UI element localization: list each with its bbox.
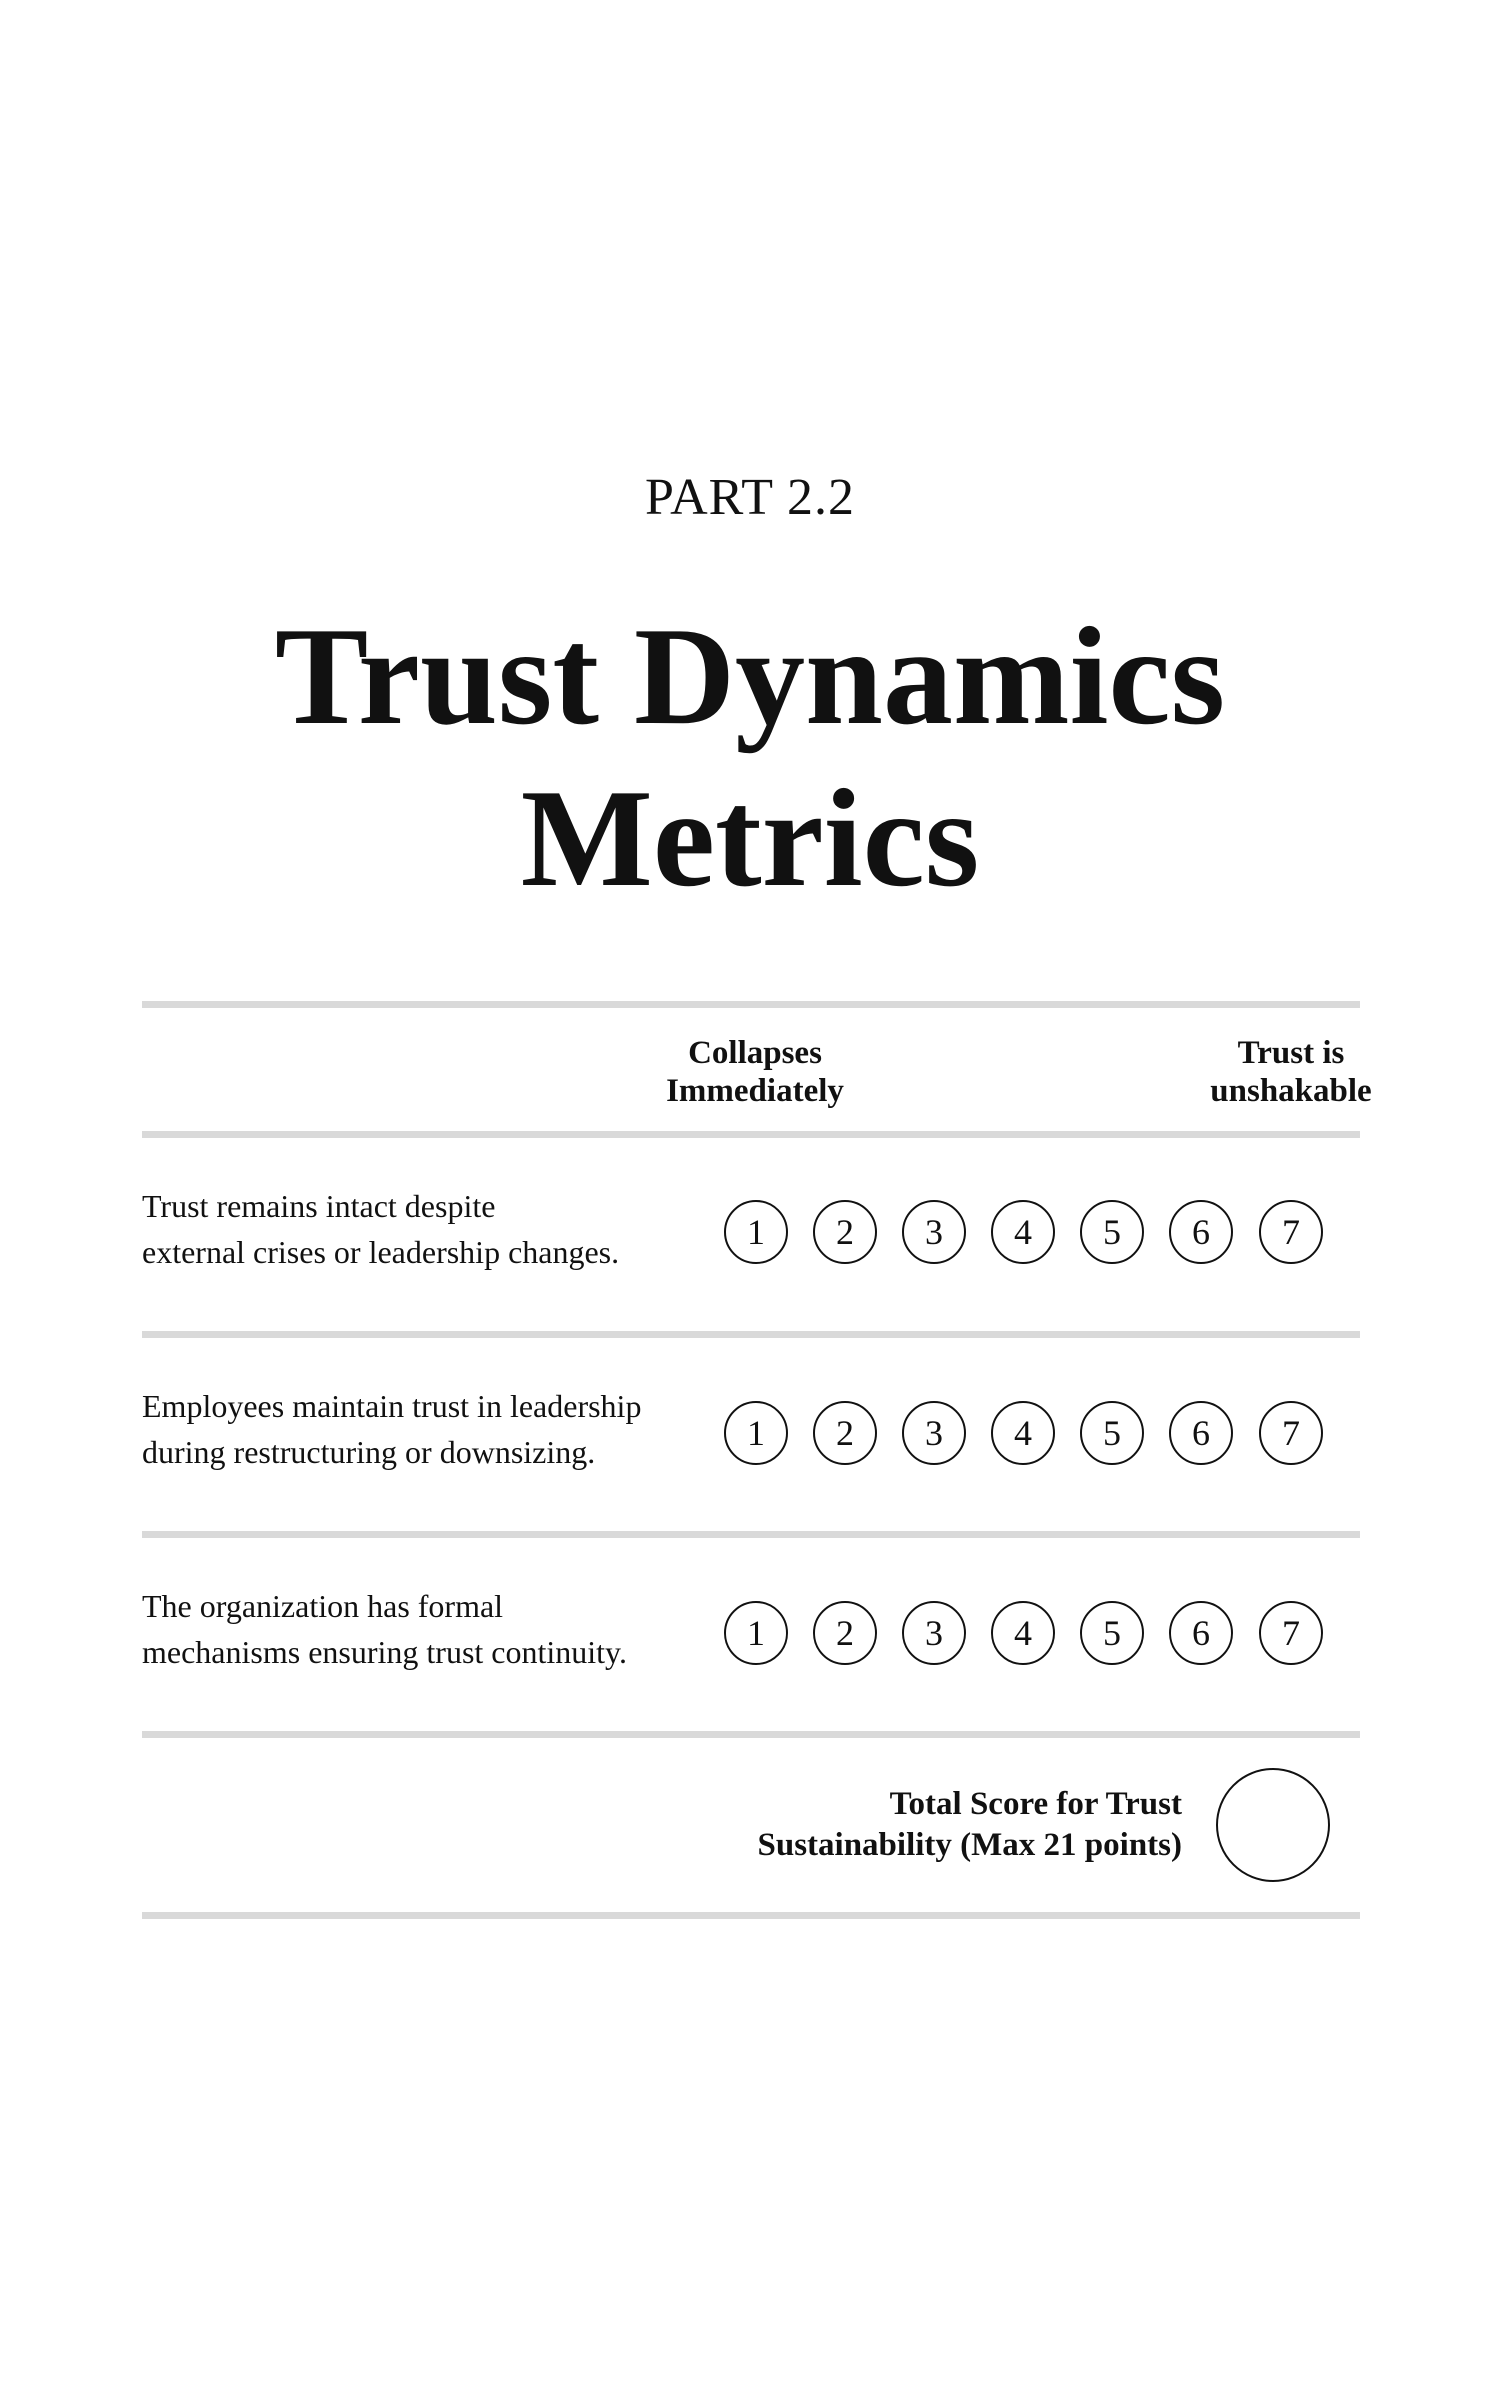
- rating-option-5[interactable]: 5: [1080, 1200, 1144, 1264]
- rating-option-2[interactable]: 2: [813, 1601, 877, 1665]
- divider: [142, 1131, 1360, 1138]
- rating-option-6[interactable]: 6: [1169, 1401, 1233, 1465]
- divider: [142, 1331, 1360, 1338]
- question-line: Employees maintain trust in leadership: [142, 1388, 642, 1424]
- rating-option-1[interactable]: 1: [724, 1401, 788, 1465]
- title-line-1: Trust Dynamics: [274, 599, 1226, 754]
- page-label: PART 2.2: [644, 469, 856, 526]
- rating-option-3[interactable]: 3: [902, 1601, 966, 1665]
- page-title: [0, 596, 1500, 920]
- rating-options: [724, 1601, 1324, 1667]
- question-line: external crises or leadership changes.: [142, 1234, 620, 1270]
- question-text: [142, 1583, 702, 1675]
- total-score-label: [620, 1784, 1182, 1866]
- rating-options: [724, 1200, 1324, 1266]
- total-score-line: Sustainability (Max 21 points): [757, 1827, 1182, 1863]
- scale-low-label: Collapses Immediately: [666, 1035, 844, 1109]
- rating-option-3[interactable]: 3: [902, 1401, 966, 1465]
- title-line-2: Metrics: [520, 761, 980, 916]
- rating-option-1[interactable]: 1: [724, 1200, 788, 1264]
- rating-option-1[interactable]: 1: [724, 1601, 788, 1665]
- divider: [142, 1731, 1360, 1738]
- question-text: [142, 1183, 702, 1275]
- rating-option-6[interactable]: 6: [1169, 1200, 1233, 1264]
- rating-option-7[interactable]: 7: [1259, 1401, 1323, 1465]
- rating-options: [724, 1401, 1324, 1467]
- question-text: [142, 1383, 702, 1475]
- rating-option-6[interactable]: 6: [1169, 1601, 1233, 1665]
- rating-option-4[interactable]: 4: [991, 1601, 1055, 1665]
- rating-option-4[interactable]: 4: [991, 1200, 1055, 1264]
- question-line: Trust remains intact despite: [142, 1188, 496, 1224]
- question-line: The organization has formal: [142, 1588, 504, 1624]
- divider: [142, 1001, 1360, 1008]
- scale-high-label: Trust is unshakable: [1210, 1035, 1372, 1109]
- rating-option-3[interactable]: 3: [902, 1200, 966, 1264]
- question-line: during restructuring or downsizing.: [142, 1434, 596, 1470]
- rating-option-2[interactable]: 2: [813, 1200, 877, 1264]
- divider: [142, 1531, 1360, 1538]
- rating-option-2[interactable]: 2: [813, 1401, 877, 1465]
- rating-option-7[interactable]: 7: [1259, 1601, 1323, 1665]
- rating-option-5[interactable]: 5: [1080, 1401, 1144, 1465]
- total-score-field[interactable]: [1216, 1768, 1330, 1882]
- question-line: mechanisms ensuring trust continuity.: [142, 1634, 627, 1670]
- total-score-line: Total Score for Trust: [889, 1786, 1182, 1822]
- rating-option-7[interactable]: 7: [1259, 1200, 1323, 1264]
- divider: [142, 1912, 1360, 1919]
- rating-option-5[interactable]: 5: [1080, 1601, 1144, 1665]
- rating-option-4[interactable]: 4: [991, 1401, 1055, 1465]
